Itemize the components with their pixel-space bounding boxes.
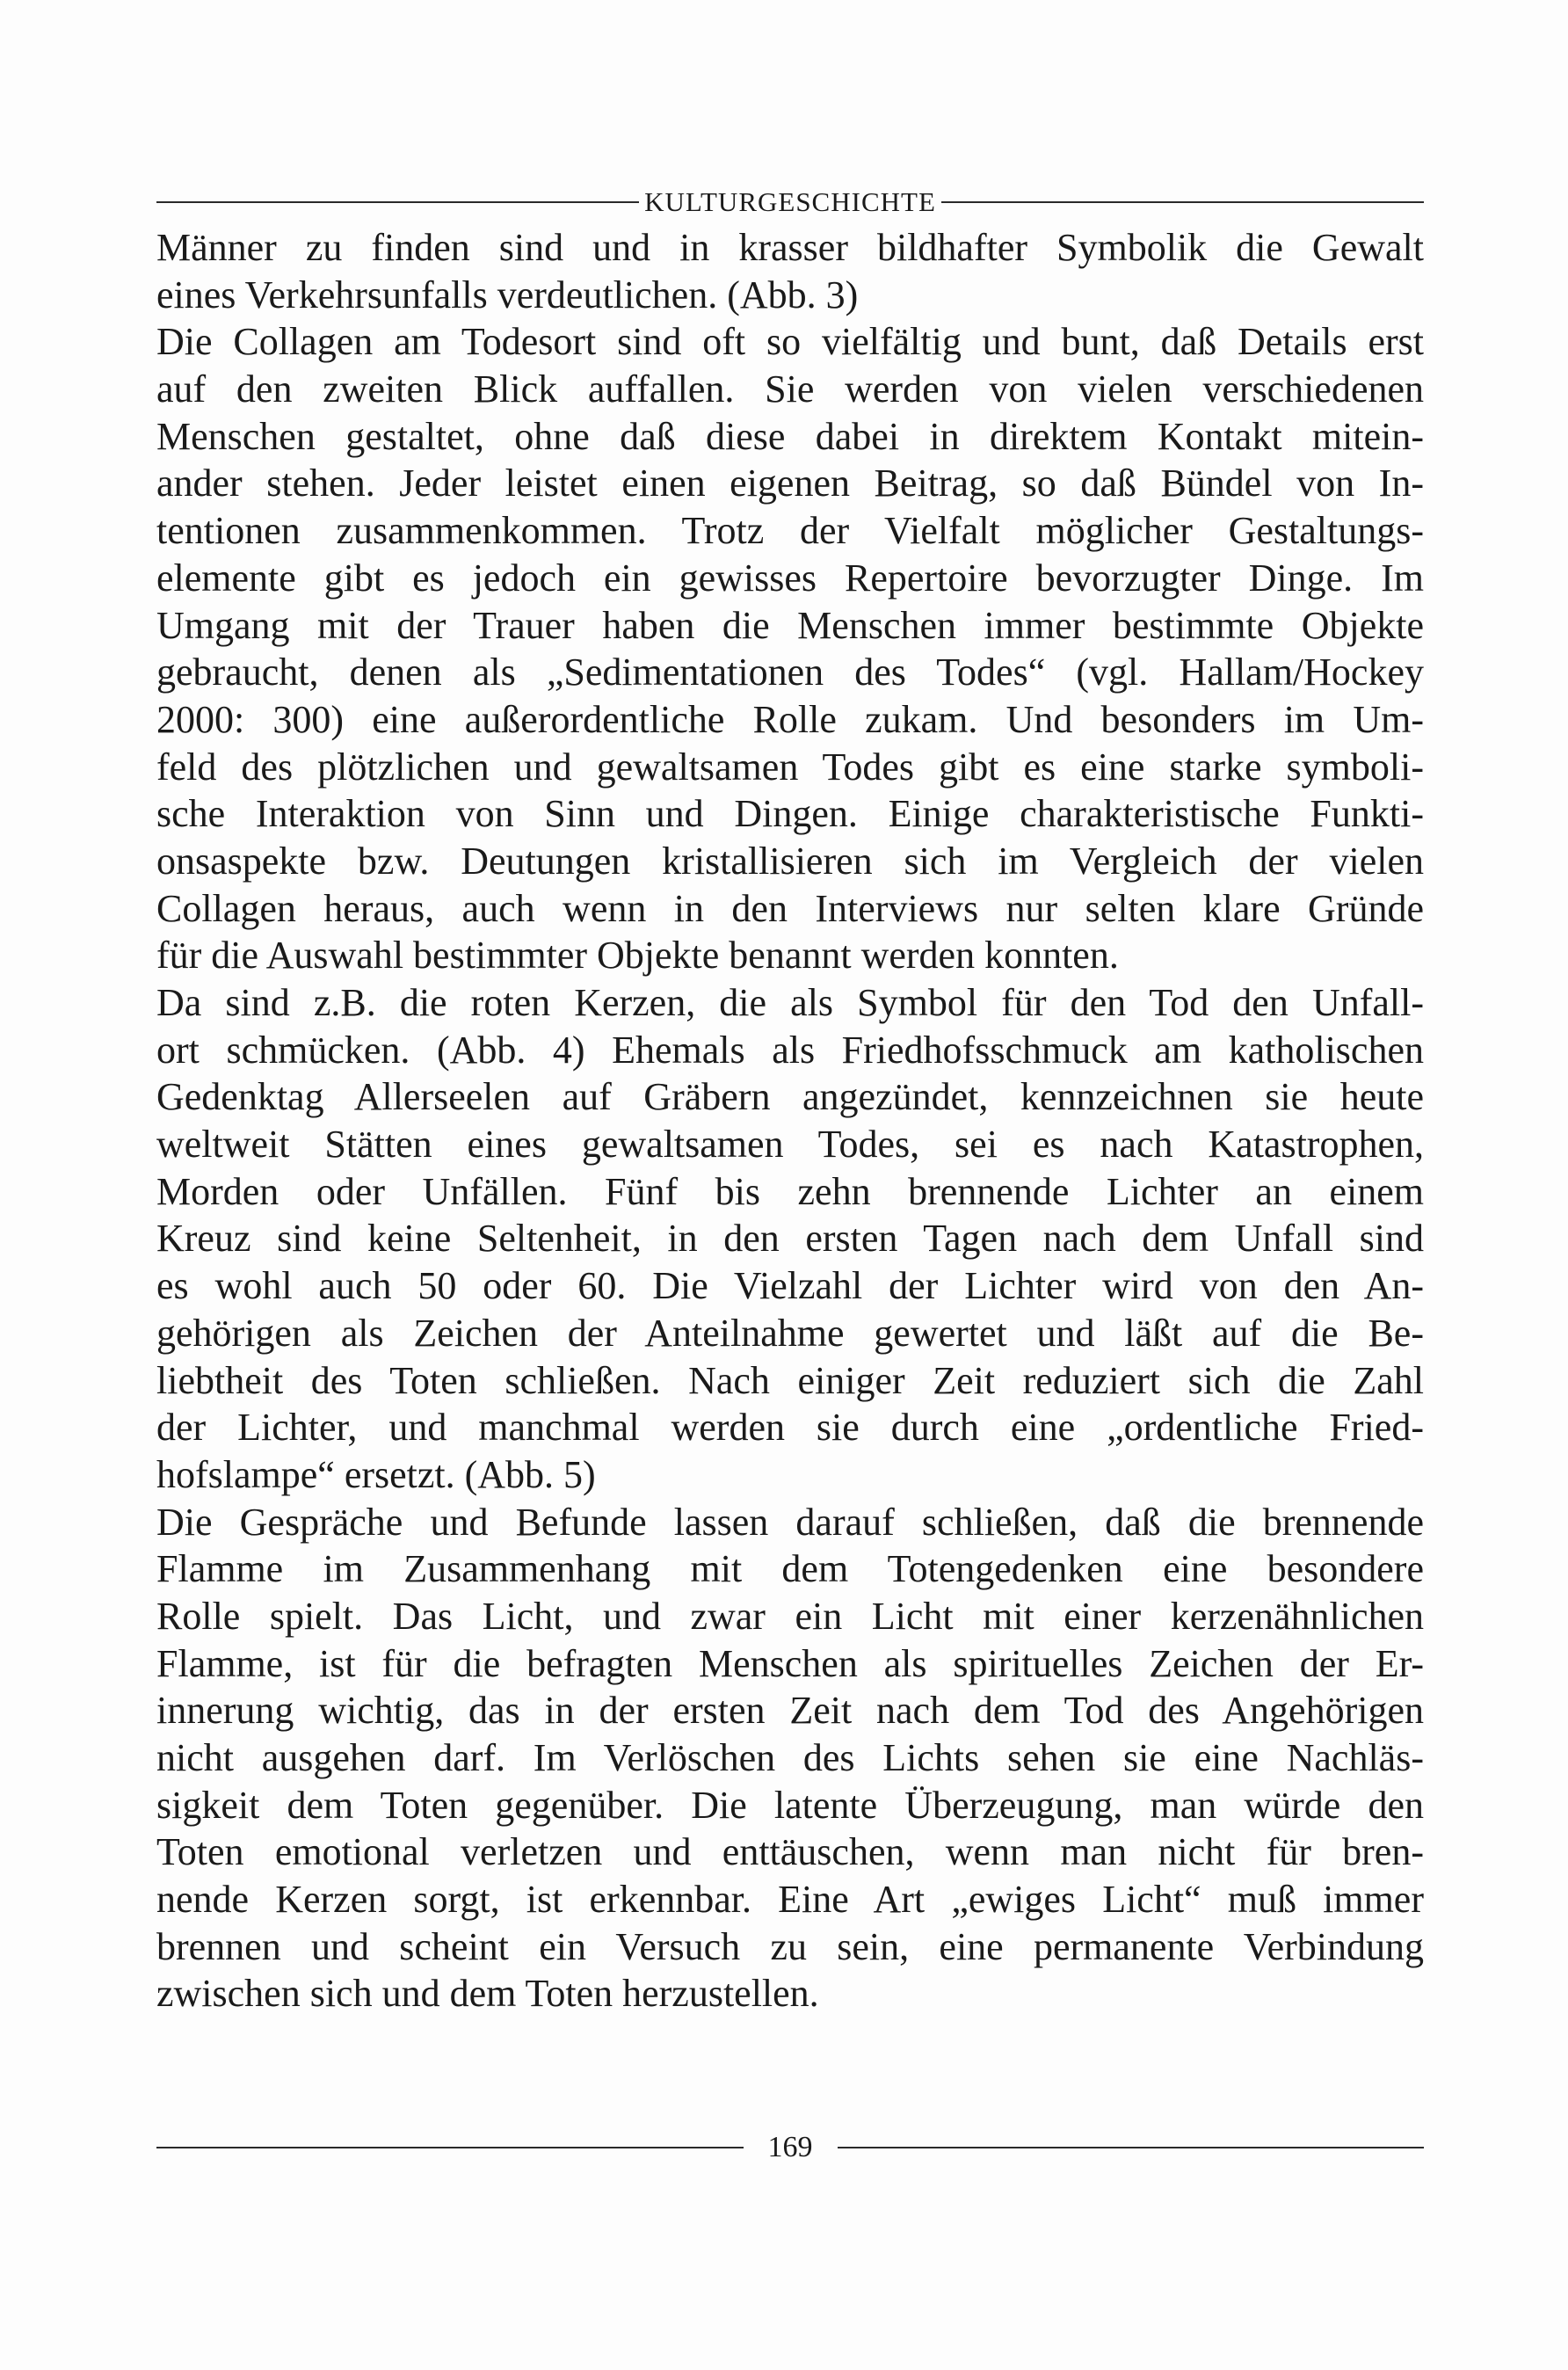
text-line: Flamme, ist für die befragten Menschen als spirituelles Zeichen der Er- xyxy=(156,1641,1424,1685)
text-line: tentionen zusammenkommen. Trotz der Vielfalt möglicher Gestaltungs- xyxy=(156,509,1424,553)
body-text xyxy=(156,224,1424,2017)
text-line: nende Kerzen sorgt, ist erkennbar. Eine Art „ewiges Licht“ muß immer xyxy=(156,1878,1424,1922)
text-line: weltweit Stätten eines gewaltsamen Todes, sei es nach Katastrophen, xyxy=(156,1123,1424,1167)
text-line: Menschen gestaltet, ohne daß diese dabei in direktem Kontakt mitein- xyxy=(156,414,1424,458)
text-line: Rolle spielt. Das Licht, und zwar ein Licht mit einer kerzenähnlichen xyxy=(156,1594,1424,1638)
text-line: Die Gespräche und Befunde lassen darauf schließen, daß die brennende xyxy=(156,1500,1424,1544)
text-line: Die Collagen am Todesort sind oft so vielfältig und bunt, daß Details erst xyxy=(156,320,1424,364)
text-line: Gedenktag Allerseelen auf Gräbern angezündet, kennzeichnen sie heute xyxy=(156,1075,1424,1119)
text-line: Da sind z.B. die roten Kerzen, die als Symbol für den Tod den Unfall- xyxy=(156,981,1424,1024)
text-line: auf den zweiten Blick auffallen. Sie werden von vielen verschiedenen xyxy=(156,367,1424,411)
text-line: sche Interaktion von Sinn und Dingen. Einige charakteristische Funkti- xyxy=(156,792,1424,836)
text-line: Morden oder Unfällen. Fünf bis zehn brennende Lichter an einem xyxy=(156,1169,1424,1213)
footer-rule-right xyxy=(838,2147,1425,2148)
footer-rule-left xyxy=(156,2147,744,2148)
text-line: eines Verkehrsunfalls verdeutlichen. (Abb. 3) xyxy=(156,273,859,316)
text-line: Umgang mit der Trauer haben die Menschen immer bestimmte Objekte xyxy=(156,603,1424,647)
running-header xyxy=(156,185,1424,220)
header-rule-left xyxy=(156,201,639,203)
text-line: gebraucht, denen als „Sedimentationen des Todes“ (vgl. Hallam/Hockey xyxy=(156,651,1424,694)
text-line: ander stehen. Jeder leistet einen eigenen Beitrag, so daß Bündel von In- xyxy=(156,462,1424,505)
text-line: es wohl auch 50 oder 60. Die Vielzahl der Lichter wird von den An- xyxy=(156,1264,1424,1308)
text-line: sigkeit dem Toten gegenüber. Die latente Überzeugung, man würde den xyxy=(156,1783,1424,1827)
text-line: brennen und scheint ein Versuch zu sein, eine permanente Verbindung xyxy=(156,1924,1424,1968)
text-line: hofslampe“ ersetzt. (Abb. 5) xyxy=(156,1452,596,1496)
text-line: 2000: 300) eine außerordentliche Rolle zukam. Und besonders im Um- xyxy=(156,697,1424,741)
text-line: Flamme im Zusammenhang mit dem Totengedenken eine besondere xyxy=(156,1547,1424,1591)
text-line: ort schmücken. (Abb. 4) Ehemals als Friedhofsschmuck am katholischen xyxy=(156,1028,1424,1072)
text-line: gehörigen als Zeichen der Anteilnahme gewertet und läßt auf die Be- xyxy=(156,1311,1424,1355)
page-footer xyxy=(156,2127,1424,2168)
text-line: elemente gibt es jedoch ein gewisses Repertoire bevorzugter Dinge. Im xyxy=(156,556,1424,600)
text-line: Kreuz sind keine Seltenheit, in den ersten Tagen nach dem Unfall sind xyxy=(156,1217,1424,1261)
running-title: KULTURGESCHICHTE xyxy=(644,186,936,217)
text-line: feld des plötzlichen und gewaltsamen Todes gibt es eine starke symboli- xyxy=(156,745,1424,789)
text-line: nicht ausgehen darf. Im Verlöschen des Lichts sehen sie eine Nachläs- xyxy=(156,1736,1424,1779)
text-line: der Lichter, und manchmal werden sie durch eine „ordentliche Fried- xyxy=(156,1406,1424,1450)
page-number: 169 xyxy=(767,2131,813,2163)
text-line: liebtheit des Toten schließen. Nach einiger Zeit reduziert sich die Zahl xyxy=(156,1358,1424,1402)
text-line: innerung wichtig, das in der ersten Zeit nach dem Tod des Angehörigen xyxy=(156,1689,1424,1733)
text-line: Collagen heraus, auch wenn in den Interviews nur selten klare Gründe xyxy=(156,886,1424,930)
text-line: Männer zu finden sind und in krasser bildhafter Symbolik die Gewalt xyxy=(156,226,1424,269)
text-line: für die Auswahl bestimmter Objekte benannt werden konnten. xyxy=(156,934,1119,978)
text-line: Toten emotional verletzen und enttäuschen, wenn man nicht für bren- xyxy=(156,1830,1424,1874)
text-line: onsaspekte bzw. Deutungen kristallisieren sich im Vergleich der vielen xyxy=(156,839,1424,883)
text-line: zwischen sich und dem Toten herzustellen. xyxy=(156,1972,819,2016)
header-rule-right xyxy=(941,201,1424,203)
